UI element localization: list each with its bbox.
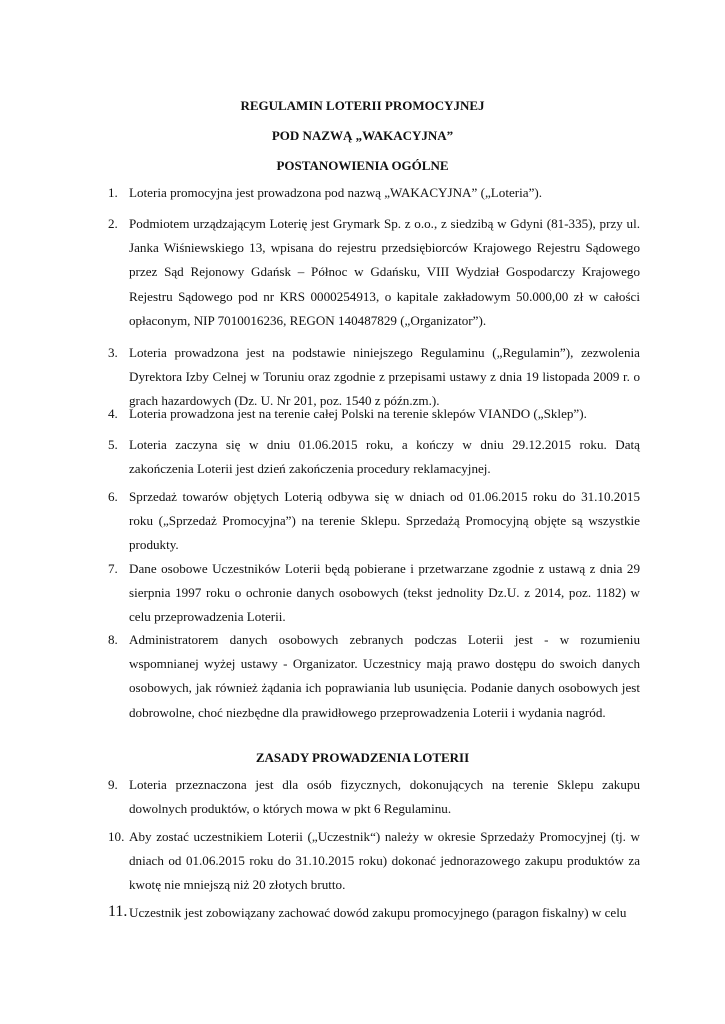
item-text: Loteria przeznaczona jest dla osób fizycznych, dokonujących na terenie Sklepu zakupu dowolnych produktów, o których mowa w pkt 6 Regulaminu. (129, 777, 640, 817)
list-item (108, 773, 640, 821)
item-text: Loteria prowadzona jest na podstawie niniejszego Regulaminu („Regulamin”), zezwolenia Dyrektora Izby Celnej w Toruniu oraz zgodnie z przepisami ustawy z dnia 19 listopada 2009 r. o grach hazardowych (Dz. U. Nr 201, poz. 1540 z późn.zm.). (129, 345, 640, 409)
item-number: 6. (108, 489, 118, 504)
list-item (108, 212, 640, 333)
item-text: Loteria promocyjna jest prowadzona pod nazwą „WAKACYJNA” („Loteria”). (129, 185, 543, 200)
item-number: 3. (108, 345, 118, 360)
item-number: 2. (108, 216, 118, 231)
item-text: Loteria prowadzona jest na terenie całej Polski na terenie sklepów VIANDO („Sklep”). (129, 406, 587, 421)
item-number: 8. (108, 632, 118, 647)
section-heading-rules: ZASADY PROWADZENIA LOTERII (255, 750, 470, 765)
list-item (108, 901, 640, 925)
item-text: Administratorem danych osobowych zebranych podczas Loterii jest - w rozumieniu wspomnianej wyżej ustawy - Organizator. Uczestnicy mają prawo dostępu do swoich danych osobowych, jak również żądania ich poprawiania lub usunięcia. Podanie danych osobowych jest dobrowolne, choć niezbędne dla prawidłowego przeprowadzenia Loterii i wydania nagród. (129, 632, 640, 720)
item-text: Aby zostać uczestnikiem Loterii („Uczestnik“) należy w okresie Sprzedaży Promocyjnej (tj. w dniach od 01.06.2015 roku do 31.10.2015 roku) dokonać jednorazowego zakupu produktów za kwotę nie mniejszą niż 20 złotych brutto. (129, 829, 640, 893)
item-text: Loteria zaczyna się w dniu 01.06.2015 roku, a kończy w dniu 29.12.2015 roku. Datą zakończenia Loterii jest dzień zakończenia procedury reklamacyjnej. (129, 437, 640, 477)
item-number: 11. (108, 903, 128, 920)
item-text: Sprzedaż towarów objętych Loterią odbywa się w dniach od 01.06.2015 roku do 31.10.2015 roku („Sprzedaż Promocyjna”) na terenie Sklepu. Sprzedażą Promocyjną objęte są wszystkie produkty. (129, 489, 640, 553)
document-title: REGULAMIN LOTERII PROMOCYJNEJ (240, 98, 485, 113)
list-item (108, 433, 640, 481)
item-number: 9. (108, 777, 118, 792)
item-number: 1. (108, 185, 118, 200)
list-item (108, 557, 640, 630)
list-item (108, 402, 640, 426)
section-heading-general: POSTANOWIENIA OGÓLNE (276, 158, 449, 173)
document-subtitle: POD NAZWĄ „WAKACYJNA” (271, 128, 454, 143)
item-number: 10. (108, 829, 125, 844)
list-item (108, 825, 640, 898)
item-text: Uczestnik jest zobowiązany zachować dowód zakupu promocyjnego (paragon fiskalny) w celu (129, 905, 627, 920)
item-number: 5. (108, 437, 118, 452)
list-item (108, 628, 640, 725)
list-item (108, 485, 640, 558)
item-text: Podmiotem urządzającym Loterię jest Grymark Sp. z o.o., z siedzibą w Gdyni (81-335), przy ul. Janka Wiśniewskiego 13, wpisana do rejestru przedsiębiorców Krajowego Rejestru Sądowego przez Sąd Rejonowy Gdańsk – Północ w Gdańsku, VIII Wydział Gospodarczy Krajowego Rejestru Sądowego pod nr KRS 0000254913, o kapitale zakładowym 50.000,00 zł w całości opłaconym, NIP 7010016236, REGON 140487829 („Organizator”). (129, 216, 640, 328)
list-item (108, 181, 640, 205)
item-number: 7. (108, 561, 118, 576)
item-number: 4. (108, 406, 118, 421)
item-text: Dane osobowe Uczestników Loterii będą pobierane i przetwarzane zgodnie z ustawą z dnia 29 sierpnia 1997 roku o ochronie danych osobowych (tekst jednolity Dz.U. z 2014, poz. 1182) w celu przeprowadzenia Loterii. (129, 561, 640, 625)
